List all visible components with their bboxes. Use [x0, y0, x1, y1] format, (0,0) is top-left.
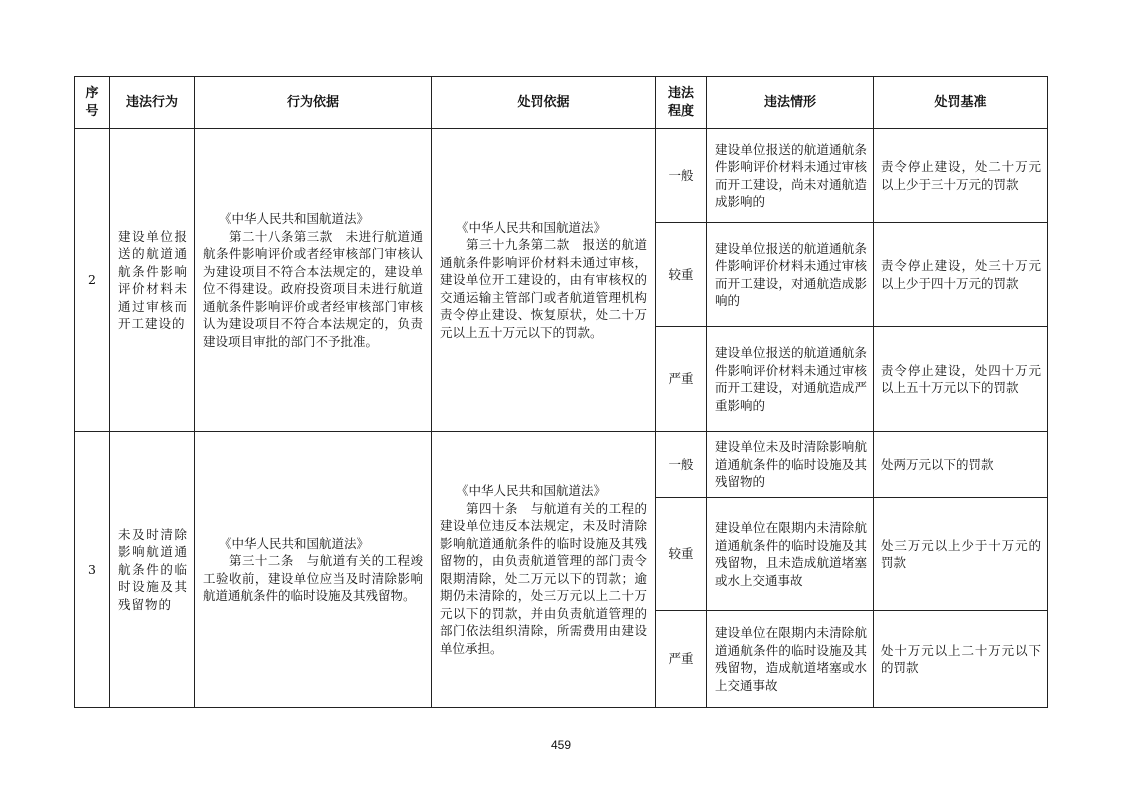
situation-cell: 建设单位报送的航道通航条件影响评价材料未通过审核而开工建设，尚未对通航造成影响的 — [707, 129, 874, 223]
standard-cell: 处三万元以上少于十万元的罚款 — [874, 498, 1048, 611]
penalty-basis — [432, 129, 656, 432]
header-no: 序号 — [75, 77, 110, 129]
degree-cell: 严重 — [656, 327, 707, 432]
penalty-basis — [432, 432, 656, 708]
row-number: 3 — [75, 432, 110, 708]
degree-cell: 较重 — [656, 223, 707, 327]
degree-cell: 严重 — [656, 611, 707, 708]
violation-act: 未及时清除影响航道通航条件的临时设施及其残留物的 — [110, 432, 195, 708]
header-degree: 违法程度 — [656, 77, 707, 129]
penalty-basis-body: 第四十条 与航道有关的工程的建设单位违反本法规定，未及时清除影响航道通航条件的临时设施及其残留物的，由负责航道管理的部门责令限期清除，处二万元以下的罚款；逾期仍未清除的，处三万元以上二十万元以下的罚款，并由负责航道管理的部门依法组织清除，所需费用由建设单位承担。 — [440, 500, 647, 656]
standard-cell: 责令停止建设，处四十万元以上五十万元以下的罚款 — [874, 327, 1048, 432]
penalty-basis-body: 第三十九条第二款 报送的航道通航条件影响评价材料未通过审核，建设单位开工建设的，由有审核权的交通运输主管部门或者航道管理机构责令停止建设、恢复原状，处二十万元以上五十万元以下的罚款。 — [440, 237, 647, 340]
header-standard: 处罚基准 — [874, 77, 1048, 129]
standard-cell: 责令停止建设，处二十万元以上少于三十万元的罚款 — [874, 129, 1048, 223]
header-act-basis: 行为依据 — [195, 77, 432, 129]
act-basis-title: 《中华人民共和国航道法》 — [219, 211, 370, 226]
table-row — [75, 129, 1048, 223]
page-number: 459 — [550, 738, 572, 752]
table-row — [75, 432, 1048, 498]
act-basis-body: 第二十八条第三款 未进行航道通航条件影响评价或者经审核部门审核认为建设项目不符合本法规定的，建设单位不得建设。政府投资项目未进行航道通航条件影响评价或者经审核部门审核认为建设项目不符合本法规定的，负责建设项目审批的部门不予批准。 — [203, 228, 423, 349]
header-penalty-basis: 处罚依据 — [432, 77, 656, 129]
standard-cell: 处十万元以上二十万元以下的罚款 — [874, 611, 1048, 708]
situation-cell: 建设单位报送的航道通航条件影响评价材料未通过审核而开工建设，对通航造成严重影响的 — [707, 327, 874, 432]
header-situation: 违法情形 — [707, 77, 874, 129]
degree-cell: 较重 — [656, 498, 707, 611]
penalty-standards-table — [74, 76, 1048, 708]
table-header-row — [75, 77, 1048, 129]
situation-cell: 建设单位报送的航道通航条件影响评价材料未通过审核而开工建设，对通航造成影响的 — [707, 223, 874, 327]
act-basis — [195, 432, 432, 708]
penalty-basis-title: 《中华人民共和国航道法》 — [456, 219, 607, 235]
act-basis — [195, 129, 432, 432]
act-basis-body: 第三十二条 与航道有关的工程竣工验收前，建设单位应当及时清除影响航道通航条件的临时设施及其残留物。 — [203, 553, 423, 603]
standard-cell: 责令停止建设，处三十万元以上少于四十万元的罚款 — [874, 223, 1048, 327]
header-act: 违法行为 — [110, 77, 195, 129]
penalty-basis-title: 《中华人民共和国航道法》 — [456, 483, 607, 498]
situation-cell: 建设单位在限期内未清除航道通航条件的临时设施及其残留物，且未造成航道堵塞或水上交通事故 — [707, 498, 874, 611]
standard-cell: 处两万元以下的罚款 — [874, 432, 1048, 498]
degree-cell: 一般 — [656, 129, 707, 223]
violation-act: 建设单位报送的航道通航条件影响评价材料未通过审核而开工建设的 — [110, 129, 195, 432]
degree-cell: 一般 — [656, 432, 707, 498]
situation-cell: 建设单位未及时清除影响航道通航条件的临时设施及其残留物的 — [707, 432, 874, 498]
situation-cell: 建设单位在限期内未清除航道通航条件的临时设施及其残留物，造成航道堵塞或水上交通事故 — [707, 611, 874, 708]
row-number: 2 — [75, 129, 110, 432]
act-basis-title: 《中华人民共和国航道法》 — [219, 535, 370, 551]
